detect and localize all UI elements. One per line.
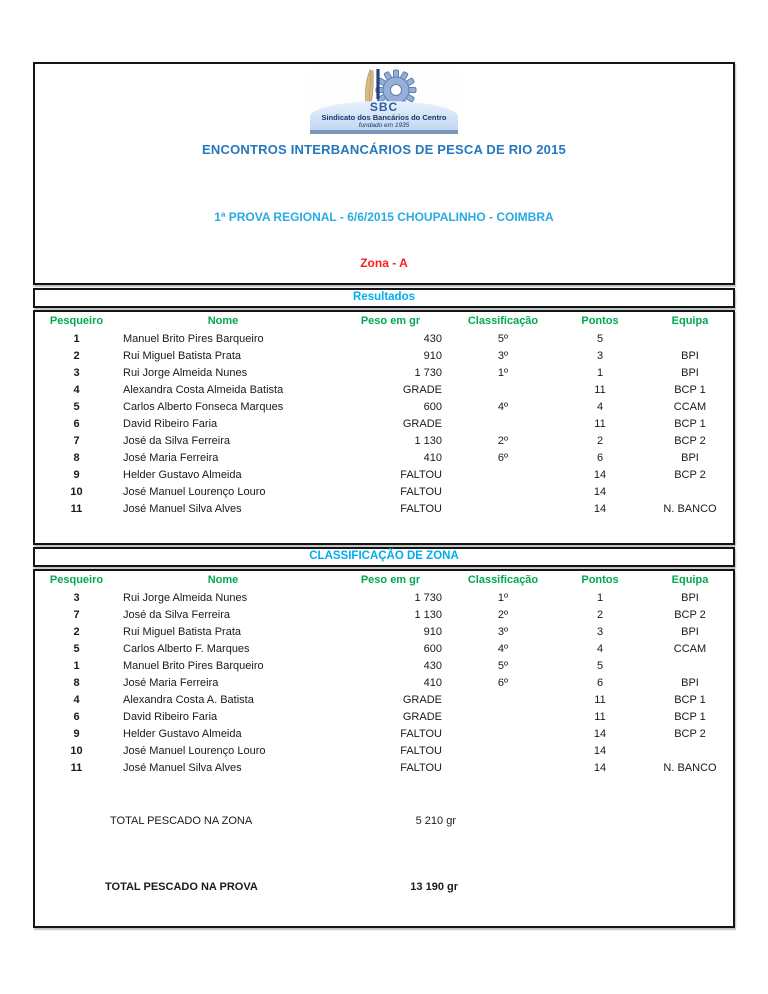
logo-org-name: Sindicato dos Bancários do Centro	[321, 113, 447, 122]
cell-peso: FALTOU	[400, 761, 442, 774]
cell-peso: FALTOU	[400, 468, 442, 481]
cell-equipa: BCP 2	[674, 727, 706, 740]
cell-peso: GRADE	[402, 693, 442, 706]
cell-nome: José Manuel Lourenço Louro	[123, 485, 266, 498]
cell-pesqueiro: 8	[73, 676, 80, 689]
cell-peso: GRADE	[402, 710, 442, 723]
cell-nome: Helder Gustavo Almeida	[123, 468, 242, 481]
document-subtitle: 1ª PROVA REGIONAL - 6/6/2015 CHOUPALINHO - COIMBRA	[214, 210, 554, 224]
cell-pesqueiro: 9	[73, 468, 80, 481]
zone-classification-row	[35, 674, 733, 691]
results-table	[35, 312, 733, 517]
cell-pontos: 14	[593, 468, 607, 481]
col-header-classificacao: Classificação	[467, 574, 539, 586]
cell-classificacao: 3º	[497, 349, 509, 362]
cell-equipa: CCAM	[673, 400, 707, 413]
col-header-equipa: Equipa	[671, 315, 709, 327]
cell-peso: 910	[423, 625, 442, 638]
results-row	[35, 398, 733, 415]
col-header-peso: Peso em gr	[360, 315, 421, 327]
cell-equipa: BCP 2	[674, 434, 706, 447]
total-zone-value: 5 210 gr	[415, 815, 456, 827]
cell-equipa	[647, 657, 733, 674]
cell-peso: GRADE	[402, 383, 442, 396]
cell-pesqueiro: 6	[73, 417, 80, 430]
results-row	[35, 466, 733, 483]
results-row	[35, 449, 733, 466]
cell-classificacao	[453, 466, 553, 483]
cell-peso: 430	[423, 659, 442, 672]
cell-nome: José Maria Ferreira	[123, 451, 219, 464]
cell-classificacao: 3º	[497, 625, 509, 638]
zone-label: Zona - A	[360, 256, 408, 270]
cell-pesqueiro: 1	[73, 659, 80, 672]
logo-founded: fundado em 1935	[358, 122, 410, 129]
cell-pontos: 14	[593, 502, 607, 515]
cell-pesqueiro: 10	[70, 485, 83, 498]
cell-pesqueiro: 3	[73, 366, 80, 379]
zone-classification-row	[35, 759, 733, 776]
cell-peso: FALTOU	[400, 744, 442, 757]
cell-classificacao	[453, 742, 553, 759]
cell-pesqueiro: 4	[73, 383, 80, 396]
cell-equipa: BCP 1	[674, 693, 706, 706]
col-header-pesqueiro: Pesqueiro	[49, 315, 104, 327]
cell-pontos: 5	[596, 659, 604, 672]
zone-classification-row	[35, 708, 733, 725]
cell-classificacao: 5º	[497, 659, 509, 672]
cell-classificacao	[453, 759, 553, 776]
cell-classificacao	[453, 708, 553, 725]
cell-nome: Manuel Brito Pires Barqueiro	[123, 659, 264, 672]
results-row	[35, 364, 733, 381]
cell-classificacao: 1º	[497, 591, 509, 604]
cell-classificacao: 1º	[497, 366, 509, 379]
cell-peso: 1 130	[414, 434, 442, 447]
cell-pontos: 4	[596, 400, 604, 413]
cell-peso: 410	[423, 451, 442, 464]
logo-strip	[310, 130, 458, 134]
cell-equipa: N. BANCO	[663, 502, 717, 515]
cell-pesqueiro: 5	[73, 642, 80, 655]
results-row	[35, 500, 733, 517]
cell-classificacao	[453, 415, 553, 432]
cell-nome: Alexandra Costa A. Batista	[123, 693, 254, 706]
cell-pesqueiro: 5	[73, 400, 80, 413]
cell-peso: 600	[423, 642, 442, 655]
cell-pesqueiro: 1	[73, 332, 80, 345]
cell-pontos: 1	[596, 591, 604, 604]
cell-pesqueiro: 10	[70, 744, 83, 757]
zone-classification-section	[33, 569, 735, 928]
cell-equipa: BPI	[681, 366, 699, 379]
results-row	[35, 381, 733, 398]
results-row	[35, 415, 733, 432]
cell-peso: 430	[423, 332, 442, 345]
cell-nome: Helder Gustavo Almeida	[123, 727, 242, 740]
col-header-pesqueiro: Pesqueiro	[49, 574, 104, 586]
zone-classification-row	[35, 725, 733, 742]
cell-nome: Manuel Brito Pires Barqueiro	[123, 332, 264, 345]
cell-nome: José Manuel Silva Alves	[123, 761, 242, 774]
document-sheet	[33, 62, 735, 928]
col-header-pontos: Pontos	[581, 574, 619, 586]
cell-equipa: BCP 2	[674, 468, 706, 481]
cell-pontos: 11	[594, 693, 606, 706]
cell-pesqueiro: 2	[73, 625, 80, 638]
cell-peso: 1 730	[414, 366, 442, 379]
zone-classification-row	[35, 640, 733, 657]
zone-header-row	[35, 571, 733, 589]
cell-equipa: N. BANCO	[663, 761, 717, 774]
cell-pontos: 6	[596, 676, 604, 689]
cell-nome: Alexandra Costa Almeida Batista	[123, 383, 284, 396]
cell-peso: 910	[423, 349, 442, 362]
total-prova-label: TOTAL PESCADO NA PROVA	[105, 881, 258, 893]
cell-peso: 1 730	[414, 591, 442, 604]
cell-pontos: 2	[596, 434, 604, 447]
cell-pontos: 11	[594, 383, 606, 396]
cell-nome: José da Silva Ferreira	[123, 434, 230, 447]
cell-nome: Rui Jorge Almeida Nunes	[123, 591, 248, 604]
cell-nome: David Ribeiro Faria	[123, 417, 218, 430]
results-table-section	[33, 310, 735, 545]
cell-pontos: 11	[594, 710, 606, 723]
total-prova-value: 13 190 gr	[410, 881, 458, 893]
zone-classification-row	[35, 623, 733, 640]
cell-pesqueiro: 6	[73, 710, 80, 723]
cell-pontos: 14	[593, 761, 607, 774]
cell-peso: 1 130	[414, 608, 442, 621]
results-section-title: Resultados	[33, 288, 735, 308]
cell-classificacao: 2º	[497, 608, 509, 621]
cell-pesqueiro: 11	[70, 761, 83, 774]
cell-equipa: BCP 1	[674, 417, 706, 430]
zone-classification-table	[35, 571, 733, 776]
cell-classificacao: 6º	[497, 451, 509, 464]
cell-equipa	[647, 330, 733, 347]
cell-nome: Rui Miguel Batista Prata	[123, 625, 241, 638]
cell-equipa: BPI	[681, 451, 699, 464]
results-row	[35, 432, 733, 449]
total-zone-label: TOTAL PESCADO NA ZONA	[110, 815, 253, 827]
cell-pesqueiro: 8	[73, 451, 80, 464]
cell-peso: 410	[423, 676, 442, 689]
results-row	[35, 483, 733, 500]
cell-classificacao	[453, 500, 553, 517]
cell-pontos: 6	[596, 451, 604, 464]
zone-classification-row	[35, 691, 733, 708]
cell-nome: José Manuel Lourenço Louro	[123, 744, 266, 757]
cell-peso: FALTOU	[400, 485, 442, 498]
cell-pontos: 14	[593, 727, 607, 740]
cell-nome: Carlos Alberto F. Marques	[123, 642, 250, 655]
cell-nome: José Maria Ferreira	[123, 676, 219, 689]
cell-equipa: BCP 1	[674, 383, 706, 396]
cell-pontos: 1	[596, 366, 604, 379]
cell-equipa: BCP 1	[674, 710, 706, 723]
cell-pontos: 5	[596, 332, 604, 345]
cell-classificacao: 5º	[497, 332, 509, 345]
cell-nome: Rui Miguel Batista Prata	[123, 349, 241, 362]
cell-equipa: BPI	[681, 349, 699, 362]
sbc-logo	[310, 66, 458, 134]
cell-pontos: 3	[596, 625, 604, 638]
cell-classificacao: 2º	[497, 434, 509, 447]
results-row	[35, 330, 733, 347]
cell-pontos: 2	[596, 608, 604, 621]
logo-abbr: SBC	[369, 100, 399, 114]
cell-pesqueiro: 3	[73, 591, 80, 604]
cell-peso: GRADE	[402, 417, 442, 430]
cell-nome: Rui Jorge Almeida Nunes	[123, 366, 248, 379]
cell-equipa: BPI	[681, 625, 699, 638]
cell-pesqueiro: 11	[70, 502, 83, 515]
cell-peso: 600	[423, 400, 442, 413]
zone-classification-row	[35, 742, 733, 759]
zone-classification-section-title: CLASSIFICAÇÃO DE ZONA	[33, 547, 735, 567]
cell-equipa	[647, 483, 733, 500]
cell-pontos: 3	[596, 349, 604, 362]
cell-equipa: BPI	[681, 591, 699, 604]
cell-equipa: CCAM	[673, 642, 707, 655]
cell-pontos: 11	[594, 417, 606, 430]
col-header-classificacao: Classificação	[467, 315, 539, 327]
cell-classificacao	[453, 691, 553, 708]
cell-classificacao: 4º	[497, 400, 509, 413]
results-header-row	[35, 312, 733, 330]
cell-nome: David Ribeiro Faria	[123, 710, 218, 723]
col-header-peso: Peso em gr	[360, 574, 421, 586]
zone-classification-row	[35, 589, 733, 606]
results-row	[35, 347, 733, 364]
zone-classification-row	[35, 606, 733, 623]
document-title: ENCONTROS INTERBANCÁRIOS DE PESCA DE RIO 2015	[202, 142, 566, 157]
cell-classificacao	[453, 725, 553, 742]
cell-pesqueiro: 7	[73, 434, 80, 447]
cell-pesqueiro: 4	[73, 693, 80, 706]
cell-pesqueiro: 2	[73, 349, 80, 362]
col-header-pontos: Pontos	[581, 315, 619, 327]
cell-classificacao	[453, 483, 553, 500]
cell-equipa: BCP 2	[674, 608, 706, 621]
cell-pontos: 14	[593, 485, 607, 498]
cell-peso: FALTOU	[400, 502, 442, 515]
cell-equipa: BPI	[681, 676, 699, 689]
cell-pesqueiro: 9	[73, 727, 80, 740]
cell-pesqueiro: 7	[73, 608, 80, 621]
cell-equipa	[647, 742, 733, 759]
cell-classificacao	[453, 381, 553, 398]
cell-pontos: 4	[596, 642, 604, 655]
cell-nome: José Manuel Silva Alves	[123, 502, 242, 515]
cell-nome: José da Silva Ferreira	[123, 608, 230, 621]
cell-classificacao: 4º	[497, 642, 509, 655]
cell-peso: FALTOU	[400, 727, 442, 740]
cell-pontos: 14	[593, 744, 607, 757]
cell-nome: Carlos Alberto Fonseca Marques	[123, 400, 284, 413]
header-section	[33, 62, 735, 285]
col-header-equipa: Equipa	[671, 574, 709, 586]
zone-classification-row	[35, 657, 733, 674]
col-header-nome: Nome	[207, 315, 239, 327]
col-header-nome: Nome	[207, 574, 239, 586]
cell-classificacao: 6º	[497, 676, 509, 689]
